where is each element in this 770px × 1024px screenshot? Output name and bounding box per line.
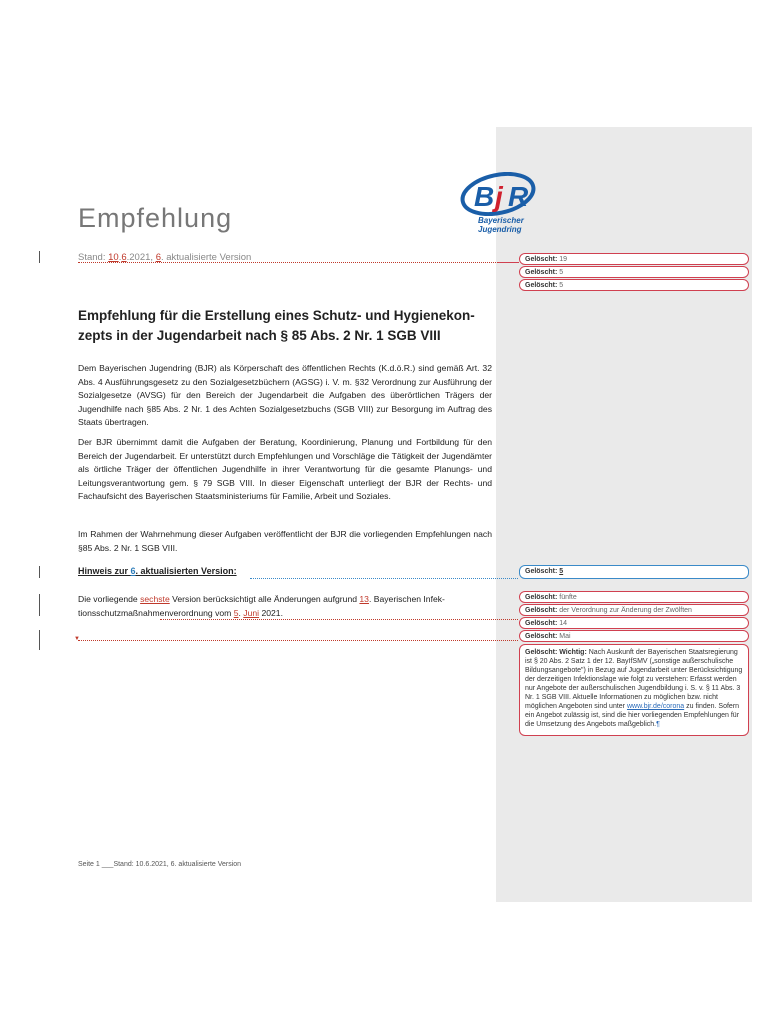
- bjr-logo-icon: [458, 172, 536, 216]
- comment-connector: [498, 262, 519, 263]
- version-paragraph: Die vorliegende sechste Version berücksichtigt alle Änderungen aufgrund 13. Bayerischen Infek- tionsschutzmaßnahmenverordnung vom 5. Juni 2021.: [78, 594, 445, 618]
- change-bar: [39, 566, 40, 578]
- comment-balloon[interactable]: Gelöscht: 5: [519, 266, 749, 278]
- logo-wordmark: Bayerischer Jugendring: [478, 216, 524, 234]
- comment-balloon[interactable]: Gelöscht: fünfte: [519, 591, 749, 603]
- revision-dotted-line: [78, 640, 518, 641]
- hinweis-heading: Hinweis zur 6. aktualisierten Version:: [78, 566, 237, 576]
- comment-balloon-long[interactable]: Gelöscht: Wichtig: Nach Auskunft der Bayerischen Staatsregierung ist § 20 Abs. 2 Satz 1 der 12. BayIfSMV („sonstige außerschulische Bildungsangebote") in Bezug auf Jugendarbeit unter Berücksichtigung der derzeitigen Infektionslage wie folgt zu verstehen: Erfasst werden nur Angebote der außerschulischen Jugendbildung i. S. v. § 11 Abs. 3 Nr. 1 SGB VIII. Aktuelle Informationen zu möglichen bzw. nicht möglichen Angeboten sind unter www.bjr.de/corona zu finden. Sofern ein Angebot zulässig ist, sind die hier vorliegenden Empfehlungen für die Umsetzung des Angebots maßgeblich.¶: [519, 644, 749, 736]
- comment-balloon[interactable]: Gelöscht: 5: [519, 565, 749, 579]
- change-bar: [39, 251, 40, 263]
- inserted-text: 5: [233, 607, 239, 618]
- document-title: Empfehlung: [78, 203, 233, 233]
- inserted-text: 10: [108, 252, 119, 263]
- stand-line: Stand: 10.6.2021, 6. aktualisierte Version: [78, 252, 252, 263]
- comment-margin-panel: [496, 127, 752, 902]
- page-footer: Seite 1 ___Stand: 10.6.2021, 6. aktualisierte Version: [78, 861, 242, 868]
- inserted-text: 6: [121, 252, 127, 263]
- deletion-marker-icon: ▼: [74, 636, 80, 642]
- bjr-logo: [458, 172, 536, 238]
- inserted-text: Juni: [243, 607, 260, 618]
- inserted-text: 6: [155, 252, 161, 263]
- paragraph: Im Rahmen der Wahrnehmung dieser Aufgaben veröffentlicht der BJR die vorliegenden Empfehlungen nach §85 Abs. 2 Nr. 1 SGB VIII.: [78, 529, 492, 553]
- revision-dotted-line: [160, 619, 518, 620]
- revision-dotted-line: [250, 578, 518, 579]
- bjr-corona-link[interactable]: www.bjr.de/corona: [626, 703, 685, 710]
- comment-balloon[interactable]: Gelöscht: 14: [519, 617, 749, 629]
- inserted-text: 6: [130, 566, 136, 576]
- comment-balloon[interactable]: Gelöscht: Mai: [519, 630, 749, 642]
- svg-text:R: R: [508, 181, 529, 212]
- change-bar: [39, 594, 40, 616]
- comment-balloon[interactable]: Gelöscht: 19: [519, 253, 749, 265]
- change-bar: [39, 630, 40, 650]
- paragraph: Der BJR übernimmt damit die Aufgaben der Beratung, Koordinierung, Planung und Fortbildung für den Bereich der Jugendarbeit. Er unterstützt durch Empfehlungen und Vorschläge die Tätigkeit der Jugendämter als örtliche Träger der öffentlichen Jugendhilfe in ihrer Verantwortung für die gesamte Planungs- und Leitungsverantwortung gem. § 79 SGB VIII. In dieser Eigenschaft unterliegt der BJR der Rechts- und Fachaufsicht des Bayerischen Staatsministeriums für Familie, Arbeit und Soziales.: [78, 437, 492, 502]
- paragraph: Dem Bayerischen Jugendring (BJR) als Körperschaft des öffentlichen Rechts (K.d.ö.R.) sind gemäß Art. 32 Abs. 4 Ausführungsgesetz zu den Sozialgesetzbüchern (AGSG) i. V. m. §32 Verordnung zur Ausführung der Sozialgesetze (AVSG) für den Bereich der Jugendarbeit die Aufgaben des überörtlichen Trägers der Jugendhilfe nach §85 Abs. 2 Nr. 1 des Achten Sozialgesetzbuchs (SGB VIII) zur Besorgung im Auftrag des Staats übertragen.: [78, 363, 492, 428]
- comment-balloon[interactable]: Gelöscht: der Verordnung zur Änderung der Zwölften: [519, 604, 749, 616]
- comment-balloon[interactable]: Gelöscht: 5: [519, 279, 749, 291]
- document-heading: Empfehlung für die Erstellung eines Schutz- und Hygienekon- zepts in der Jugendarbeit nach § 85 Abs. 2 Nr. 1 SGB VIII: [78, 308, 475, 343]
- inserted-text: sechste: [140, 594, 170, 604]
- revision-dotted-line: [78, 262, 498, 263]
- svg-text:B: B: [474, 181, 495, 212]
- svg-text:j: j: [495, 181, 503, 212]
- inserted-text: 13: [359, 594, 369, 604]
